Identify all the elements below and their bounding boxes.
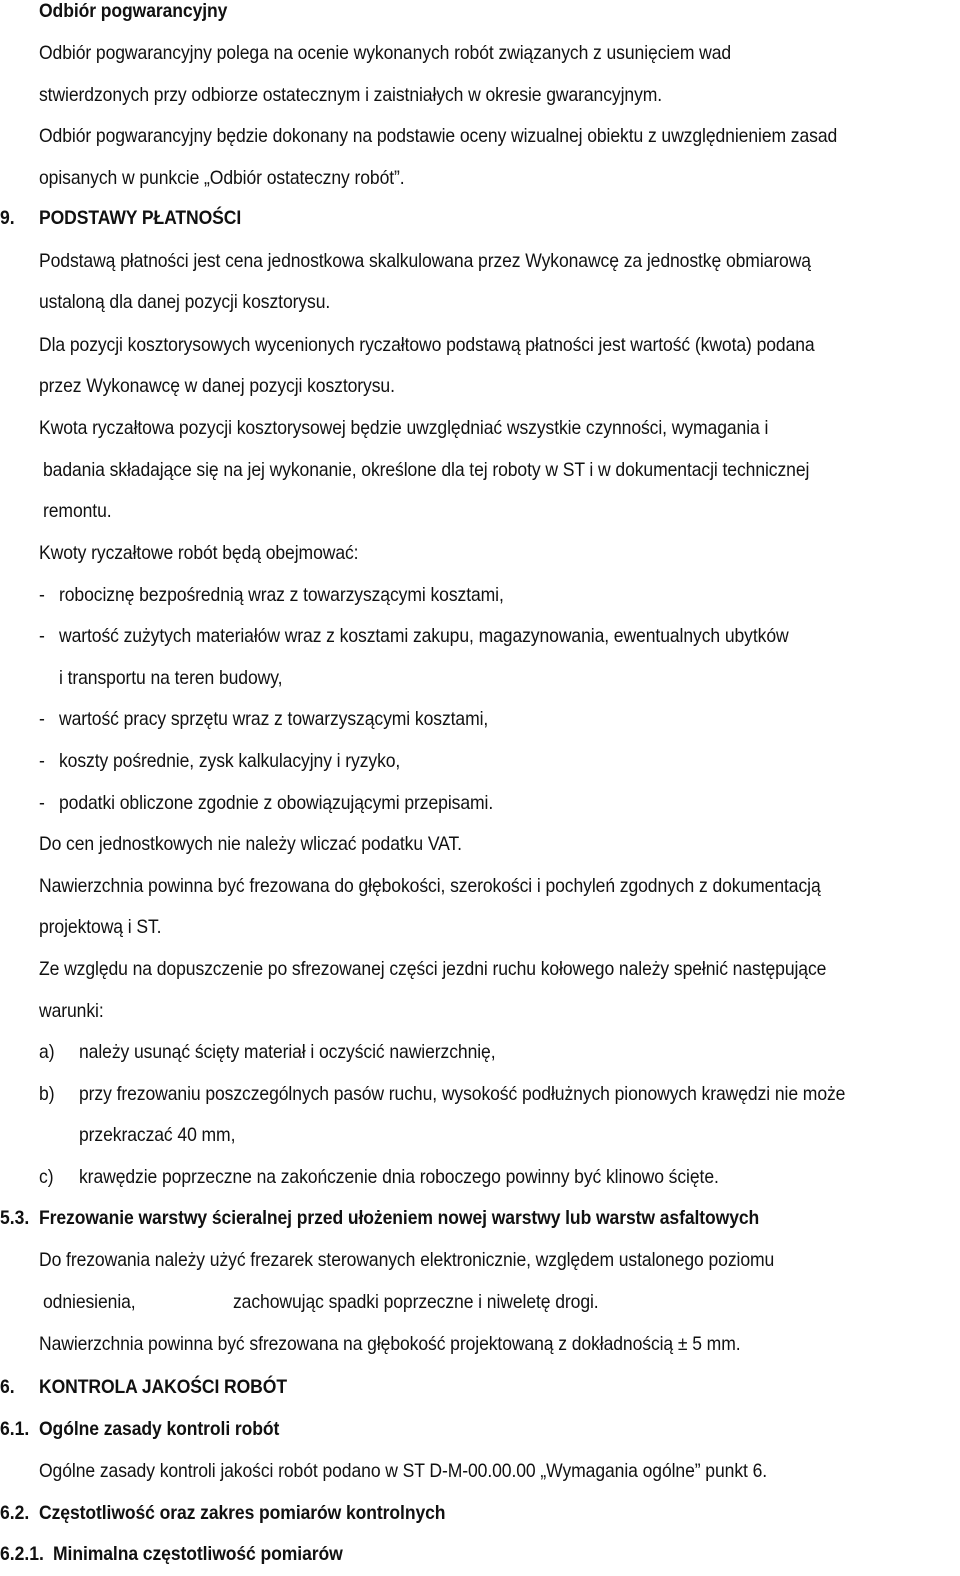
list-item: przy frezowaniu poszczególnych pasów ruchu, wysokość podłużnych pionowych krawędzi nie może [79, 1083, 846, 1105]
section-title-frezowanie: Frezowanie warstwy ścieralnej przed ułożeniem nowej warstwy lub warstw asfaltowych [39, 1207, 760, 1229]
list-marker: c) [39, 1166, 54, 1188]
section-title-minimalna-czestotliwosc: Minimalna częstotliwość pomiarów [53, 1543, 343, 1565]
list-item: koszty pośrednie, zysk kalkulacyjny i ryzyko, [59, 750, 401, 772]
paragraph-line: Do frezowania należy użyć frezarek sterowanych elektronicznie, względem ustalonego poziomu [39, 1249, 775, 1271]
list-dash: - [39, 792, 45, 814]
paragraph-line: przez Wykonawcę w danej pozycji kosztorysu. [39, 375, 395, 397]
paragraph-line: remontu. [43, 500, 112, 522]
section-title-podstawy-platnosci: PODSTAWY PŁATNOŚCI [39, 207, 242, 229]
paragraph-line: Nawierzchnia powinna być sfrezowana na głębokość projektowaną z dokładnością ± 5 mm. [39, 1333, 741, 1355]
paragraph-line: opisanych w punkcie „Odbiór ostateczny robót”. [39, 167, 405, 189]
section-title-czestotliwosc: Częstotliwość oraz zakres pomiarów kontrolnych [39, 1502, 446, 1524]
list-item: robociznę bezpośrednią wraz z towarzyszącymi kosztami, [59, 584, 504, 606]
section-number: 6.1. [0, 1418, 30, 1440]
list-dash: - [39, 584, 45, 606]
list-item: podatki obliczone zgodnie z obowiązującymi przepisami. [59, 792, 494, 814]
section-title-ogolne-zasady: Ogólne zasady kontroli robót [39, 1418, 280, 1440]
paragraph-line: stwierdzonych przy odbiorze ostatecznym i zaistniałych w okresie gwarancyjnym. [39, 84, 663, 106]
list-marker: b) [39, 1083, 55, 1105]
paragraph-line: odniesienia, [43, 1291, 136, 1313]
paragraph-line: Odbiór pogwarancyjny będzie dokonany na podstawie oceny wizualnej obiektu z uwzględnieniem zasad [39, 125, 838, 147]
section-title-kontrola-jakosci: KONTROLA JAKOŚCI ROBÓT [39, 1376, 287, 1398]
list-item-continuation: i transportu na teren budowy, [59, 667, 283, 689]
paragraph-line: Kwota ryczałtowa pozycji kosztorysowej będzie uwzględniać wszystkie czynności, wymagania i [39, 417, 769, 439]
list-item: wartość zużytych materiałów wraz z kosztami zakupu, magazynowania, ewentualnych ubytków [59, 625, 789, 647]
section-heading-odbior-pogwarancyjny: Odbiór pogwarancyjny [39, 0, 228, 22]
paragraph-line: badania składające się na jej wykonanie, określone dla tej roboty w ST i w dokumentacji technicznej [43, 459, 810, 481]
section-number: 9. [0, 207, 15, 229]
paragraph-line: Odbiór pogwarancyjny polega na ocenie wykonanych robót związanych z usunięciem wad [39, 42, 732, 64]
paragraph-line: Nawierzchnia powinna być frezowana do głębokości, szerokości i pochyleń zgodnych z dokumentacją [39, 875, 821, 897]
list-item: krawędzie poprzeczne na zakończenie dnia roboczego powinny być klinowo ścięte. [79, 1166, 719, 1188]
section-number: 5.3. [0, 1207, 30, 1229]
list-item-continuation: przekraczać 40 mm, [79, 1124, 236, 1146]
paragraph-line: ustaloną dla danej pozycji kosztorysu. [39, 291, 331, 313]
paragraph-line: projektową i ST. [39, 916, 162, 938]
paragraph-line: Do cen jednostkowych nie należy wliczać podatku VAT. [39, 833, 462, 855]
paragraph-line: Dla pozycji kosztorysowych wycenionych ryczałtowo podstawą płatności jest wartość (kwota) podana [39, 334, 815, 356]
paragraph-line: warunki: [39, 1000, 104, 1022]
paragraph-line: Ogólne zasady kontroli jakości robót podano w ST D-M-00.00.00 „Wymagania ogólne” punkt 6. [39, 1460, 768, 1482]
paragraph-line: Kwoty ryczałtowe robót będą obejmować: [39, 542, 359, 564]
list-item: należy usunąć ścięty materiał i oczyścić nawierzchnię, [79, 1041, 496, 1063]
list-dash: - [39, 750, 45, 772]
list-dash: - [39, 708, 45, 730]
list-item: wartość pracy sprzętu wraz z towarzyszącymi kosztami, [59, 708, 489, 730]
section-number: 6.2. [0, 1502, 30, 1524]
list-marker: a) [39, 1041, 55, 1063]
section-number: 6.2.1. [0, 1543, 44, 1565]
paragraph-line: Podstawą płatności jest cena jednostkowa skalkulowana przez Wykonawcę za jednostkę obmiarową [39, 250, 811, 272]
section-number: 6. [0, 1376, 15, 1398]
paragraph-line: zachowując spadki poprzeczne i niweletę drogi. [233, 1291, 599, 1313]
paragraph-line: Ze względu na dopuszczenie po sfrezowanej części jezdni ruchu kołowego należy spełnić następujące [39, 958, 827, 980]
list-dash: - [39, 625, 45, 647]
